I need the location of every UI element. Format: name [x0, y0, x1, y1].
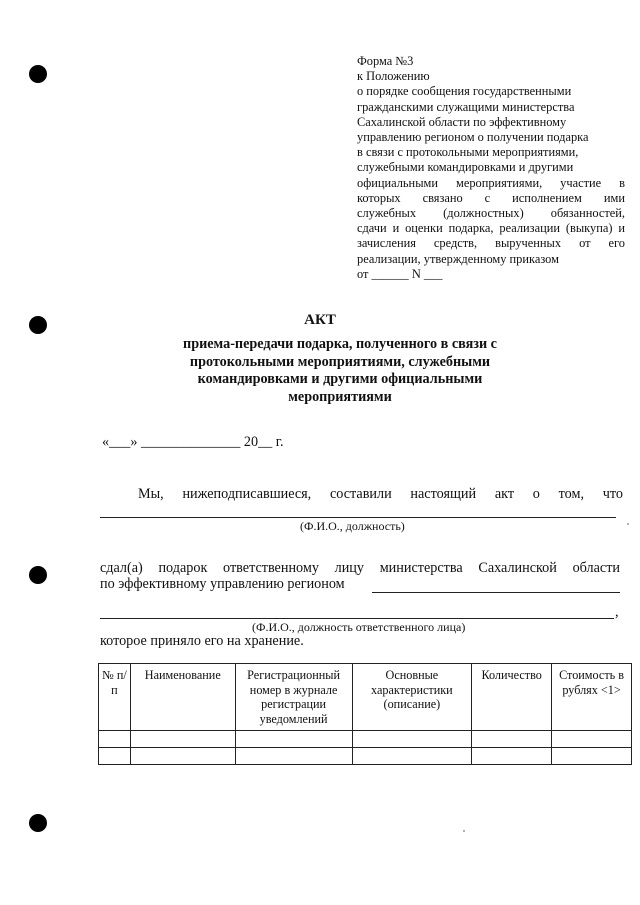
- form-reference-line: в связи с протокольными мероприятиями,: [357, 145, 579, 160]
- caption-responsible: (Ф.И.О., должность ответственного лица): [252, 620, 466, 634]
- table-row: [99, 731, 632, 748]
- form-reference-line: которых связано с исполнением ими: [357, 190, 625, 205]
- form-reference-line: служебными командировками и другими: [357, 160, 574, 175]
- col-header-registration: Регистрационный номер в журнале регистрации уведомлений: [235, 664, 352, 731]
- scan-speck: [627, 523, 629, 525]
- document-title: АКТ: [304, 312, 336, 328]
- table-cell[interactable]: [552, 731, 632, 748]
- fill-line-participants: [100, 517, 616, 518]
- intro-text: Мы, нижеподписавшиеся, составили настоящий акт о том, что: [138, 486, 623, 502]
- table-cell[interactable]: [99, 731, 131, 748]
- subtitle-line: протокольными мероприятиями, служебными: [189, 353, 491, 370]
- table-cell[interactable]: [130, 731, 235, 748]
- table-cell[interactable]: [352, 731, 472, 748]
- form-reference-line: служебных (должностных) обязанностей,: [357, 206, 625, 221]
- form-reference: [357, 54, 625, 282]
- subtitle-line: мероприятиями: [288, 388, 392, 405]
- table-cell[interactable]: [130, 748, 235, 765]
- caption-fio-position: (Ф.И.О., должность): [300, 519, 405, 533]
- handover-text-cont: по эффективному управлению регионом: [100, 576, 345, 592]
- document-subtitle: [150, 336, 530, 406]
- table-cell[interactable]: [472, 748, 552, 765]
- form-reference-line: гражданскими служащими министерства: [357, 99, 575, 114]
- punch-hole: [29, 814, 47, 832]
- col-header-name: Наименование: [130, 664, 235, 731]
- form-reference-line: зачисления средств, вырученных от его: [357, 236, 625, 251]
- form-reference-line: реализации, утвержденному приказом: [357, 251, 559, 266]
- form-reference-line: управлению регионом о получении подарка: [357, 130, 589, 145]
- table-header-row: [99, 664, 632, 731]
- handover-text: сдал(а) подарок ответственному лицу министерства Сахалинской области: [100, 560, 620, 576]
- form-reference-line: Сахалинской области по эффективному: [357, 114, 567, 129]
- subtitle-line: приема-передачи подарка, полученного в связи с: [183, 336, 497, 352]
- accepted-text: которое приняло его на хранение.: [100, 633, 304, 649]
- date-line: «___» ______________ 20__ г.: [102, 434, 284, 450]
- form-reference-line: сдачи и оценки подарка, реализации (выкупа) и: [357, 221, 625, 236]
- table-row: [99, 748, 632, 765]
- table-cell[interactable]: [352, 748, 472, 765]
- form-reference-line: к Положению: [357, 69, 430, 84]
- fill-line-responsible: [100, 618, 614, 619]
- table-cell[interactable]: [472, 731, 552, 748]
- form-reference-line: от ______ N ___: [357, 266, 443, 281]
- form-reference-line: официальными мероприятиями, участие в: [357, 175, 625, 190]
- col-header-quantity: Количество: [472, 664, 552, 731]
- punch-hole: [29, 65, 47, 83]
- form-reference-line: о порядке сообщения государственными: [357, 84, 572, 99]
- subtitle-line: командировками и другими официальными: [197, 371, 483, 387]
- form-reference-line: Форма №3: [357, 54, 414, 68]
- scan-speck: [463, 830, 465, 832]
- punch-hole: [29, 566, 47, 584]
- col-header-cost: Стоимость в рублях <1>: [552, 664, 632, 731]
- table-cell[interactable]: [235, 731, 352, 748]
- col-header-description: Основные характеристики (описание): [352, 664, 472, 731]
- table-cell[interactable]: [99, 748, 131, 765]
- gifts-table: [98, 663, 632, 765]
- table-cell[interactable]: [552, 748, 632, 765]
- col-header-number: № п/п: [99, 664, 131, 731]
- fill-line-department: [372, 592, 620, 593]
- trailing-comma: ,: [615, 604, 619, 620]
- table-cell[interactable]: [235, 748, 352, 765]
